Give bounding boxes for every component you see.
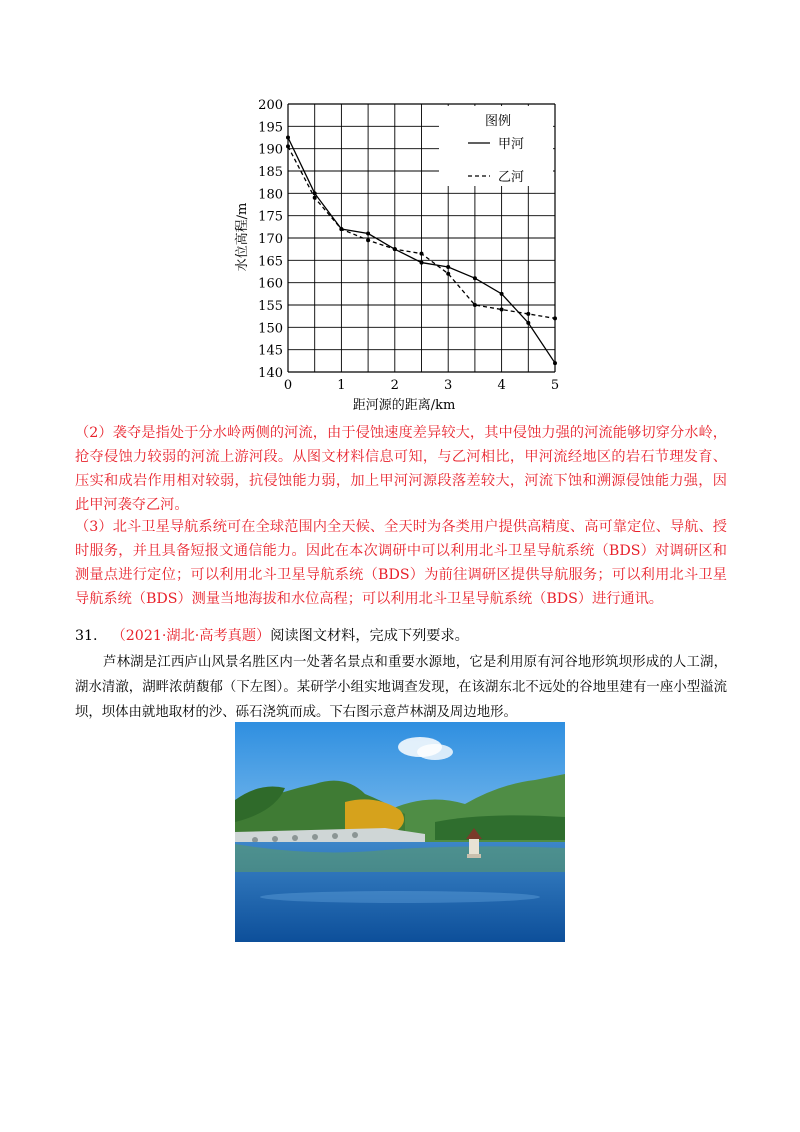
data-point — [286, 136, 290, 140]
x-tick-label: 0 — [283, 378, 293, 393]
y-tick-label: 180 — [258, 187, 283, 203]
data-point — [473, 276, 477, 280]
data-point — [500, 307, 504, 311]
data-point — [526, 312, 530, 316]
data-point — [500, 292, 504, 296]
data-point — [313, 196, 317, 200]
data-point — [366, 232, 370, 236]
y-tick-label: 195 — [258, 120, 283, 136]
legend-label-jia: 甲河 — [498, 137, 525, 152]
y-tick-label: 200 — [258, 98, 283, 113]
data-point — [420, 261, 424, 265]
question-prompt: 阅读图文材料，完成下列要求。 — [270, 628, 469, 644]
data-point — [366, 238, 370, 242]
x-tick-label: 2 — [390, 378, 399, 393]
y-tick-label: 155 — [258, 299, 283, 314]
data-point — [420, 252, 424, 256]
answer-part-2: （2）袭夺是指处于分水岭两侧的河流，由于侵蚀速度差异较大，其中侵蚀力强的河流能够切穿分水岭，抢夺侵蚀力较弱的河流上游河段。从图文材料信息可知，与乙河相比，甲河流经地区的岩石节理发育、压实和成岩作用相对较弱，抗侵蚀能力弱，加上甲河河源段落差较大，河流下蚀和溯源侵蚀能力强，因此甲河袭夺乙河。 — [75, 425, 727, 513]
lake-photo-illustration — [235, 722, 565, 942]
question-source: （2021·湖北·高考真题） — [111, 628, 271, 644]
y-tick-label: 185 — [258, 165, 283, 180]
y-tick-label: 145 — [258, 343, 283, 359]
data-point — [393, 247, 397, 251]
question-number: 31. — [75, 628, 98, 644]
lake-photo — [235, 722, 565, 942]
y-axis-label: 水位高程/m — [235, 202, 250, 272]
y-tick-labels — [258, 98, 283, 381]
question-31-header — [75, 624, 469, 648]
data-point — [473, 303, 477, 307]
legend — [439, 106, 553, 186]
data-point — [286, 144, 290, 148]
x-tick-label: 4 — [497, 378, 506, 393]
y-tick-label: 140 — [258, 366, 283, 381]
material-passage: 芦林湖是江西庐山风景名胜区内一处著名景点和重要水源地，它是利用原有河谷地形筑坝形成的人工湖，湖水清澈，湖畔浓荫馥郁（下左图）。某研学小组实地调查发现，在该湖东北不远处的谷地里建有一座小型溢流坝，坝体由就地取材的沙、砾石浇筑而成。下右图示意芦林湖及周边地形。 — [75, 655, 727, 720]
data-point — [446, 272, 450, 276]
x-tick-label: 5 — [550, 378, 560, 393]
legend-label-yi: 乙河 — [498, 170, 525, 185]
y-tick-label: 160 — [258, 276, 283, 292]
y-tick-label: 165 — [258, 254, 283, 270]
x-tick-label: 1 — [337, 378, 346, 393]
water-level-chart — [230, 92, 570, 414]
y-tick-label: 150 — [258, 321, 283, 337]
y-tick-label: 170 — [258, 232, 283, 247]
data-point — [553, 316, 557, 320]
x-tick-label: 3 — [444, 378, 453, 393]
data-point — [313, 191, 317, 195]
data-point — [553, 361, 557, 365]
answer-part-3: （3）北斗卫星导航系统可在全球范围内全天候、全天时为各类用户提供高精度、高可靠定位、导航、授时服务，并且具备短报文通信能力。因此在本次调研中可以利用北斗卫星导航系统（BDS）对调研区和测量点进行定位；可以利用北斗卫星导航系统（BDS）为前往调研区提供导航服务；可以利用北斗卫星导航系统（BDS）测量当地海拔和水位高程；可以利用北斗卫星导航系统（BDS）进行通讯。 — [75, 519, 727, 607]
y-tick-label: 175 — [258, 209, 283, 225]
x-tick-labels — [284, 378, 559, 393]
legend-title: 图例 — [484, 114, 512, 129]
data-point — [339, 227, 343, 231]
x-axis-label: 距河源的距离/km — [352, 398, 456, 413]
y-tick-label: 190 — [258, 142, 283, 158]
data-point — [446, 265, 450, 269]
data-point — [526, 321, 530, 325]
